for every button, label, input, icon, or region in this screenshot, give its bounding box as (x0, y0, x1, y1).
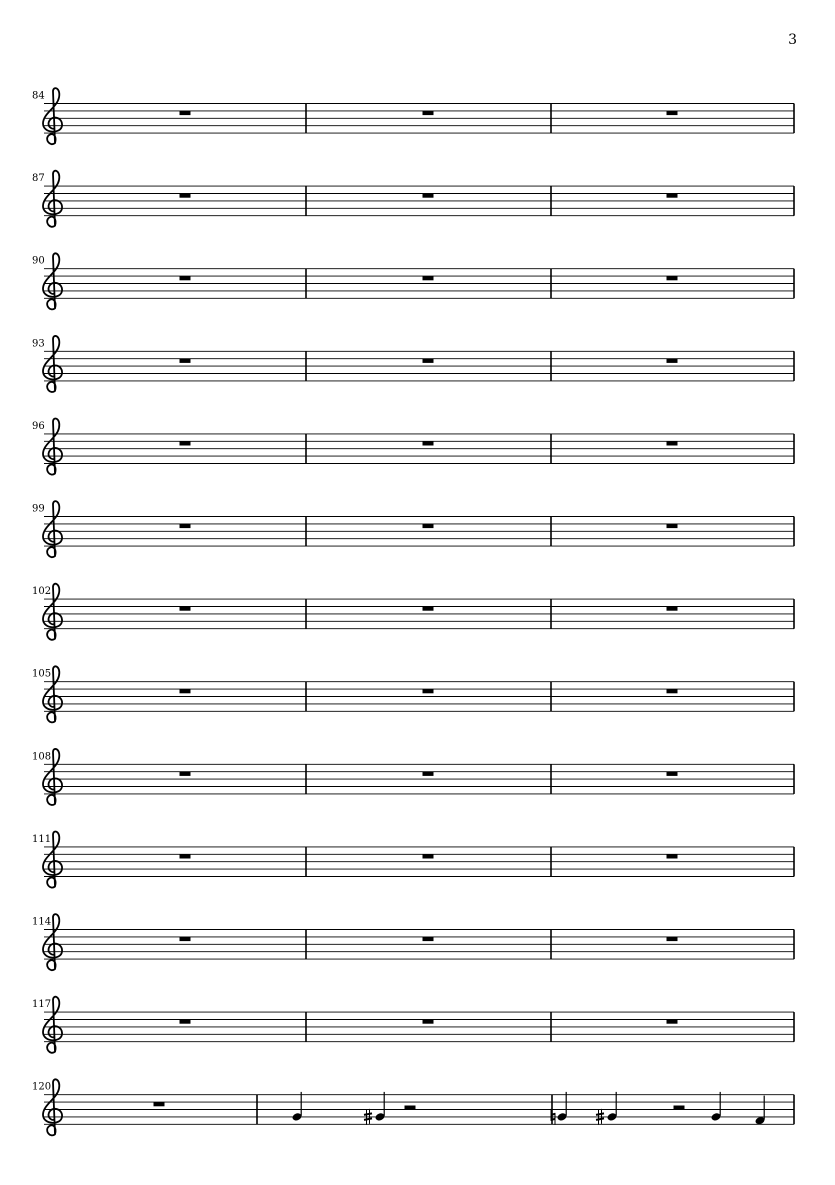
whole-rest (180, 111, 191, 115)
whole-rest (180, 854, 191, 858)
whole-rest (667, 276, 678, 280)
whole-rest (423, 359, 434, 363)
whole-rest (154, 1102, 165, 1106)
whole-rest (667, 111, 678, 115)
measure-number: 117 (32, 999, 52, 1011)
measure-number: 99 (32, 503, 45, 515)
staff-system (32, 336, 794, 392)
whole-rest (667, 772, 678, 776)
whole-rest (423, 607, 434, 611)
staff-system (32, 501, 794, 557)
whole-rest (423, 194, 434, 198)
whole-rest (667, 441, 678, 445)
whole-rest (667, 689, 678, 693)
measure-number: 105 (32, 668, 52, 680)
whole-rest (180, 772, 191, 776)
treble-clef-icon (43, 501, 62, 557)
whole-rest (180, 937, 191, 941)
measure-number: 84 (32, 90, 45, 102)
whole-rest (423, 441, 434, 445)
whole-rest (667, 937, 678, 941)
whole-rest (180, 607, 191, 611)
whole-rest (423, 111, 434, 115)
whole-rest (180, 194, 191, 198)
whole-rest (180, 689, 191, 693)
whole-rest (180, 524, 191, 528)
staff-system (32, 253, 794, 309)
whole-rest (423, 276, 434, 280)
staff-system (32, 666, 794, 722)
whole-rest (180, 359, 191, 363)
whole-rest (667, 1020, 678, 1024)
staff-system (32, 419, 794, 475)
page-number: 3 (788, 32, 797, 48)
staff-system (32, 997, 794, 1053)
treble-clef-icon (43, 88, 62, 144)
staff-system (32, 171, 794, 227)
whole-rest (180, 276, 191, 280)
measure-number: 108 (32, 751, 52, 763)
whole-rest (180, 1020, 191, 1024)
staff-system (32, 749, 794, 805)
whole-rest (667, 359, 678, 363)
staff-system (32, 832, 794, 888)
measure-number: 96 (32, 420, 45, 432)
whole-rest (667, 524, 678, 528)
whole-rest (423, 689, 434, 693)
measure-number: 111 (32, 833, 52, 845)
staff-system (32, 88, 794, 144)
measure-number: 90 (32, 255, 45, 267)
staff-system (32, 584, 794, 640)
measure-number: 87 (32, 173, 45, 185)
treble-clef-icon (43, 253, 62, 309)
treble-clef-icon (43, 336, 62, 392)
half-rest (405, 1106, 416, 1110)
whole-rest (423, 937, 434, 941)
whole-rest (667, 854, 678, 858)
whole-rest (423, 524, 434, 528)
half-rest (674, 1106, 685, 1110)
measure-number: 102 (32, 586, 52, 598)
whole-rest (423, 772, 434, 776)
measure-number: 120 (32, 1081, 52, 1093)
whole-rest (423, 854, 434, 858)
measure-number: 114 (32, 916, 52, 928)
treble-clef-icon (43, 419, 62, 475)
whole-rest (667, 194, 678, 198)
whole-rest (667, 607, 678, 611)
staff-system (32, 914, 794, 970)
treble-clef-icon (43, 171, 62, 227)
measure-number: 93 (32, 338, 45, 350)
whole-rest (180, 441, 191, 445)
whole-rest (423, 1020, 434, 1024)
staff-system (32, 1079, 794, 1135)
